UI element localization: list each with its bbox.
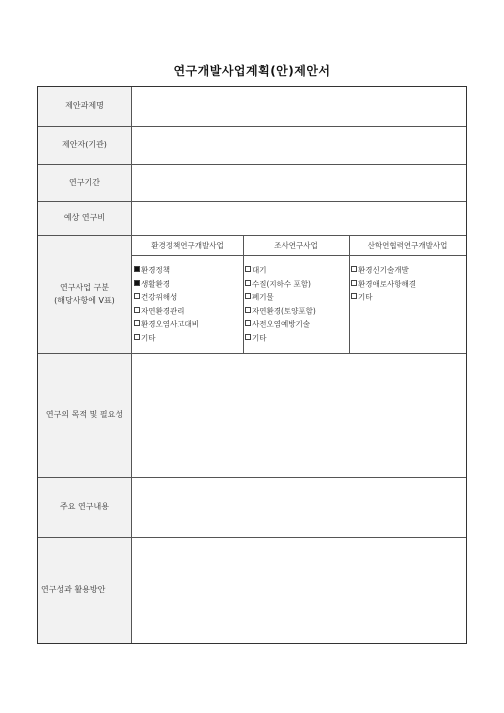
proposer-field[interactable]	[132, 127, 466, 164]
category-option[interactable]	[351, 290, 466, 304]
category-option-label: 환경오염사고대비	[141, 319, 199, 329]
period-label: 연구기간	[38, 165, 132, 201]
purpose-label: 연구의 목적 및 필요성	[38, 354, 132, 477]
category-option-label: 건강위해성	[141, 292, 178, 302]
category-option[interactable]	[245, 277, 349, 291]
row-budget	[38, 202, 466, 236]
options-industry	[349, 256, 466, 353]
row-project-name	[38, 87, 466, 127]
checkbox-icon[interactable]	[351, 266, 357, 272]
category-grid	[132, 236, 466, 353]
checkbox-icon[interactable]	[245, 280, 251, 286]
row-category	[38, 236, 466, 354]
category-option[interactable]	[134, 331, 243, 345]
category-option-label: 사전오염예방기술	[252, 319, 310, 329]
period-field[interactable]	[132, 165, 466, 201]
budget-field[interactable]	[132, 202, 466, 235]
category-option-label: 생활환경	[141, 278, 170, 288]
checkbox-icon[interactable]	[245, 266, 251, 272]
category-option-label: 기타	[252, 333, 267, 343]
content-label: 주요 연구내용	[38, 478, 132, 537]
category-option-label: 환경애로사항해결	[358, 278, 416, 288]
category-option[interactable]	[134, 290, 243, 304]
column-header-survey: 조사연구사업	[243, 236, 349, 256]
checked-box-icon[interactable]	[134, 280, 140, 286]
column-header-industry: 산학연협력연구개발사업	[349, 236, 466, 256]
category-option-label: 자연환경관리	[141, 306, 185, 316]
checkbox-icon[interactable]	[134, 334, 140, 340]
options-survey	[243, 256, 349, 353]
category-option-label: 대기	[252, 265, 267, 275]
checkbox-icon[interactable]	[134, 293, 140, 299]
category-option[interactable]	[245, 263, 349, 277]
category-option-label: 기타	[358, 292, 373, 302]
category-option-label: 환경정책	[141, 265, 170, 275]
project-name-label: 제안과제명	[38, 87, 132, 126]
category-option[interactable]	[245, 331, 349, 345]
category-label-note: (해당사항에 V표)	[54, 295, 115, 305]
category-option[interactable]	[245, 290, 349, 304]
proposer-label: 제안자(기관)	[38, 127, 132, 164]
options-policy	[132, 256, 243, 353]
category-option-label: 수질(지하수 포함)	[252, 278, 311, 288]
row-purpose	[38, 354, 466, 478]
checkbox-icon[interactable]	[245, 293, 251, 299]
category-option-label: 자연환경(토양포함)	[252, 306, 316, 316]
checkbox-icon[interactable]	[134, 320, 140, 326]
budget-label: 예상 연구비	[38, 202, 132, 235]
checkbox-icon[interactable]	[245, 334, 251, 340]
row-proposer	[38, 127, 466, 165]
outcome-field[interactable]	[132, 538, 466, 643]
category-option-label: 폐기물	[252, 292, 274, 302]
category-option[interactable]	[245, 304, 349, 318]
purpose-field[interactable]	[132, 354, 466, 477]
checkbox-icon[interactable]	[351, 280, 357, 286]
category-option[interactable]	[134, 317, 243, 331]
category-option[interactable]	[351, 277, 466, 291]
project-name-field[interactable]	[132, 87, 466, 126]
category-option[interactable]	[245, 317, 349, 331]
column-header-policy: 환경정책연구개발사업	[132, 236, 243, 256]
checked-box-icon[interactable]	[134, 266, 140, 272]
checkbox-icon[interactable]	[351, 293, 357, 299]
category-option[interactable]	[134, 277, 243, 291]
checkbox-icon[interactable]	[245, 320, 251, 326]
category-option-label: 기타	[141, 333, 156, 343]
outcome-label: 연구성과 활용방안	[38, 538, 132, 643]
category-option[interactable]	[134, 304, 243, 318]
form-title: 연구개발사업계획(안)제안서	[173, 64, 331, 78]
category-option-label: 환경신기술개발	[358, 265, 409, 275]
category-label	[38, 236, 132, 353]
category-label-main: 연구사업 구분	[60, 282, 109, 292]
content-field[interactable]	[132, 478, 466, 537]
row-content	[38, 478, 466, 538]
row-outcome	[38, 538, 466, 643]
proposal-form-table	[37, 86, 467, 644]
checkbox-icon[interactable]	[134, 307, 140, 313]
category-option[interactable]	[134, 263, 243, 277]
checkbox-icon[interactable]	[245, 307, 251, 313]
row-period	[38, 165, 466, 202]
category-option[interactable]	[351, 263, 466, 277]
